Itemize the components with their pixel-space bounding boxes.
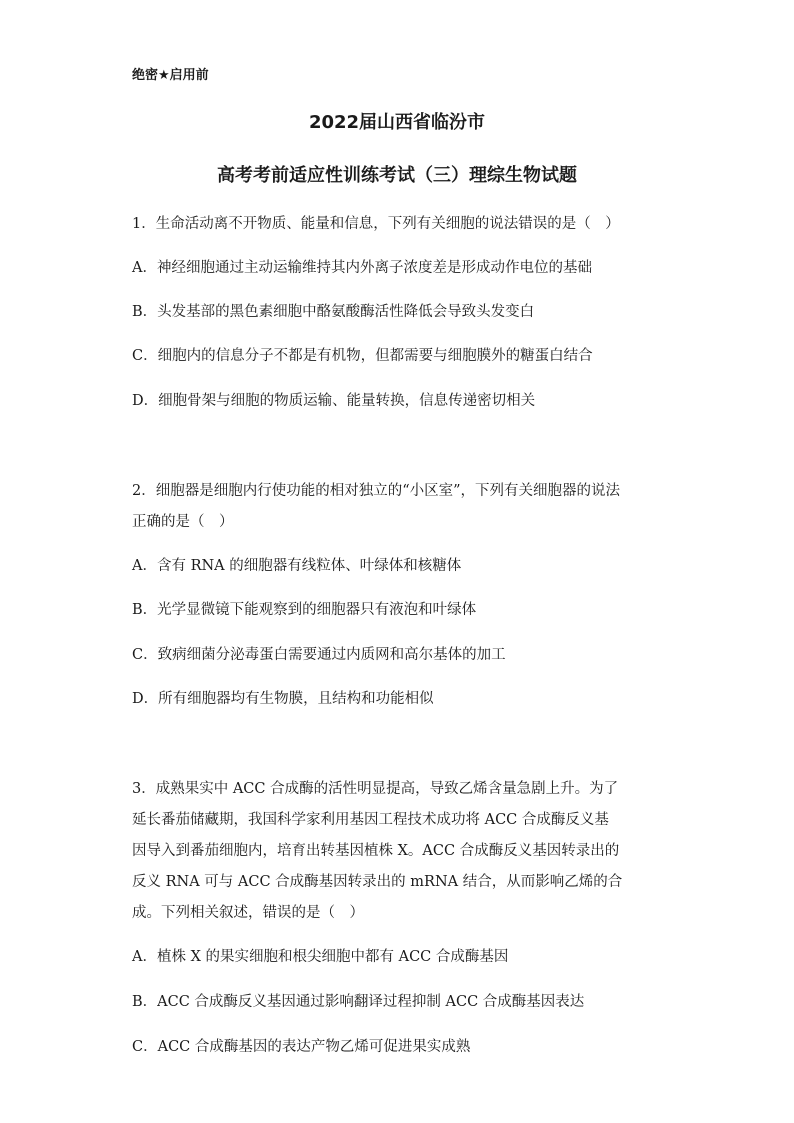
question-3-option-c: C．ACC 合成酶基因的表达产物乙烯可促进果实成熟 [132, 1039, 471, 1055]
question-2-option-a: A．含有 RNA 的细胞器有线粒体、叶绿体和核糖体 [132, 558, 462, 574]
question-2-option-c: C．致病细菌分泌毒蛋白需要通过内质网和高尔基体的加工 [132, 647, 506, 663]
question-2-stem-line-1: 2．细胞器是细胞内行使功能的相对独立的“小区室”，下列有关细胞器的说法 [132, 483, 621, 499]
question-3-option-b: B．ACC 合成酶反义基因通过影响翻译过程抑制 ACC 合成酶基因表达 [132, 994, 585, 1010]
question-1-option-c: C．细胞内的信息分子不都是有机物，但都需要与细胞膜外的糖蛋白结合 [132, 348, 593, 364]
question-1-option-d: D．细胞骨架与细胞的物质运输、能量转换，信息传递密切相关 [132, 393, 536, 409]
exam-title-line-1: 2022届山西省临汾市 [308, 112, 486, 133]
question-1-option-b: B．头发基部的黑色素细胞中酪氨酸酶活性降低会导致头发变白 [132, 304, 535, 320]
question-3-option-a: A．植株 X 的果实细胞和根尖细胞中都有 ACC 合成酶基因 [132, 949, 509, 965]
question-3-stem-line-3: 因导入到番茄细胞内，培育出转基因植株 X。ACC 合成酶反义基因转录出的 [132, 843, 620, 859]
confidential-label: 绝密★启用前 [132, 68, 209, 83]
question-3-stem-line-2: 延长番茄储藏期，我国科学家利用基因工程技术成功将 ACC 合成酶反义基 [132, 812, 609, 828]
question-2-option-d: D．所有细胞器均有生物膜，且结构和功能相似 [132, 691, 434, 707]
question-2-stem-line-2: 正确的是（ ） [132, 514, 234, 530]
question-3-stem-line-5: 成。下列相关叙述，错误的是（ ） [132, 905, 364, 921]
question-1-stem: 1．生命活动离不开物质、能量和信息，下列有关细胞的说法错误的是（ ） [132, 216, 620, 232]
exam-title-line-2: 高考考前适应性训练考试（三）理综生物试题 [217, 165, 577, 186]
question-3-stem-line-4: 反义 RNA 可与 ACC 合成酶基因转录出的 mRNA 结合，从而影响乙烯的合 [132, 874, 623, 890]
question-2-option-b: B．光学显微镜下能观察到的细胞器只有液泡和叶绿体 [132, 602, 477, 618]
question-1-option-a: A．神经细胞通过主动运输维持其内外离子浓度差是形成动作电位的基础 [132, 260, 592, 276]
question-3-stem-line-1: 3．成熟果实中 ACC 合成酶的活性明显提高，导致乙烯含量急剧上升。为了 [132, 781, 619, 797]
